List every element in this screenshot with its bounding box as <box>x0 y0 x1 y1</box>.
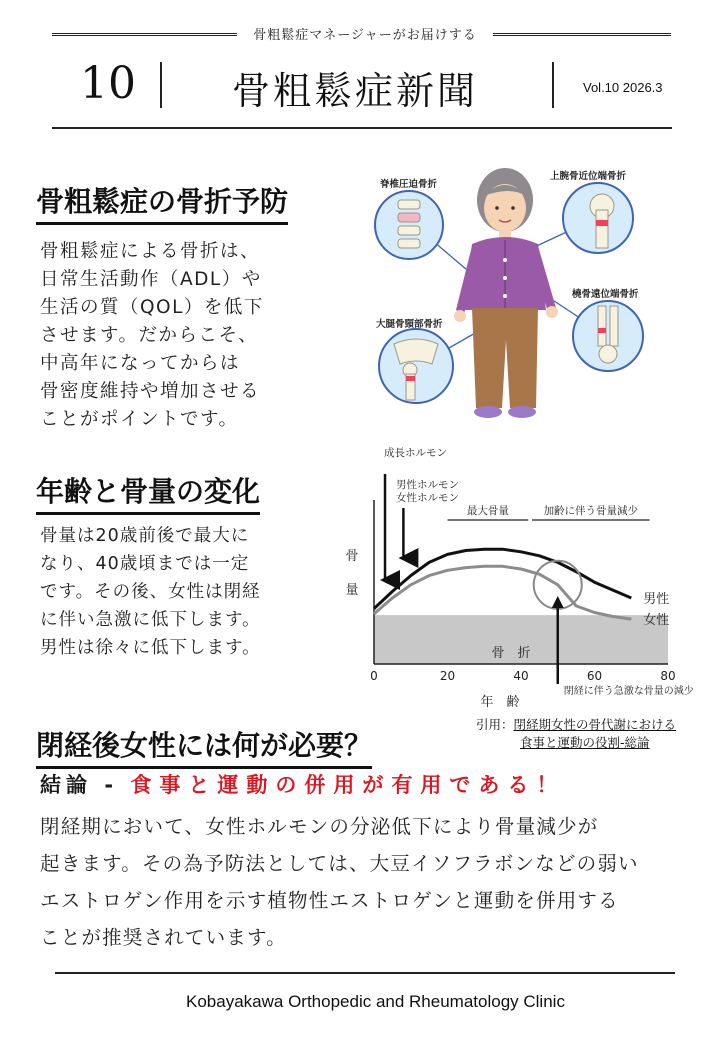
series-line-male <box>374 549 631 608</box>
text-line: 骨粗鬆症による骨折は、 <box>40 241 261 262</box>
sex-hormone-label-1: 男性ホルモン <box>396 479 459 491</box>
section-heading-age-bone-mass: 年齢と骨量の変化 <box>36 470 260 515</box>
text-line: させます。だからこそ、 <box>40 325 259 346</box>
x-tick-label: 20 <box>439 669 456 683</box>
text-line: です。その後、女性は閉経 <box>40 582 261 602</box>
text-line: ことが推奨されています。 <box>40 926 287 949</box>
series-label-female: 女性 <box>643 613 670 629</box>
citation-link-line1[interactable]: 閉経期女性の骨代謝における <box>513 717 677 732</box>
conclusion-line <box>40 769 565 799</box>
conclusion-text: 食事と運動の併用が有用である！ <box>130 773 566 797</box>
peak-label: 最大骨量 <box>466 505 509 517</box>
hip-bone-icon <box>380 330 452 402</box>
label-radius-fracture: 橈骨遠位端骨折 <box>572 289 639 300</box>
x-axis-label: 年 齢 <box>480 695 520 710</box>
label-humerus-fracture: 上腕骨近位端骨折 <box>550 171 627 182</box>
citation <box>476 716 676 752</box>
text-line: に伴い急激に低下します。 <box>40 610 261 630</box>
series-label-male: 男性 <box>643 592 670 607</box>
header-divider-left <box>160 62 162 108</box>
citation-link-line2[interactable]: 食事と運動の役割-総論 <box>520 735 650 750</box>
header-divider-right <box>552 62 554 108</box>
menopause-arrow-head <box>552 596 564 608</box>
text-line: 男性は徐々に低下します。 <box>40 638 261 658</box>
spine-fracture-circle <box>374 190 444 260</box>
text-line: 骨密度維持や増加させる <box>40 381 261 402</box>
text-line: 生活の質（QOL）を低下 <box>40 297 264 318</box>
volume-date: Vol.10 2026.3 <box>583 80 663 95</box>
newspaper-title: 骨粗鬆症新聞 <box>232 69 479 113</box>
shoulder-bone-icon <box>564 184 632 252</box>
header-rule-right <box>493 33 671 36</box>
issue-number: 10 <box>80 58 136 109</box>
label-femur-fracture: 大腿骨頸部骨折 <box>376 319 443 330</box>
footer-rule <box>55 972 675 974</box>
header-tagline: 骨粗鬆症マネージャーがお届けする <box>253 28 477 43</box>
section1-body <box>40 238 310 434</box>
text-line: 日常生活動作（ADL）や <box>40 269 262 290</box>
header-rule-left <box>52 33 237 36</box>
conclusion-dash: - <box>104 773 119 797</box>
wrist-bone-icon <box>574 302 642 370</box>
citation-prefix: 引用： <box>476 717 514 732</box>
fracture-sites-illustration <box>360 160 650 425</box>
y-axis-label-1: 骨 <box>345 549 359 564</box>
growth-hormone-label: 成長ホルモン <box>384 447 447 459</box>
text-line: 閉経期において、女性ホルモンの分泌低下により骨量減少が <box>40 815 599 838</box>
chart-svg <box>336 440 712 710</box>
text-line: 骨量は20歳前後で最大に <box>40 526 250 546</box>
humerus-fracture-circle <box>562 182 634 254</box>
femur-fracture-circle <box>378 328 454 404</box>
x-tick-label: 80 <box>660 669 676 683</box>
text-line: 起きます。その為予防法としては、大豆イソフラボンなどの弱い <box>40 852 639 875</box>
fracture-zone-label: 骨 折 <box>491 646 531 662</box>
menopause-label: 閉経に伴う急激な骨量の減少 <box>563 686 694 697</box>
clinic-name: Kobayakawa Orthopedic and Rheumatology Clinic <box>186 992 565 1011</box>
bone-mass-age-chart <box>336 440 712 710</box>
y-axis-label-2: 量 <box>345 583 359 598</box>
x-tick-label: 60 <box>586 669 603 683</box>
x-tick-label: 0 <box>370 669 378 683</box>
section-heading-fracture-prevention: 骨粗鬆症の骨折予防 <box>36 180 288 225</box>
text-line: 中高年になってからは <box>40 353 241 374</box>
text-line: ことがポイントです。 <box>40 409 239 430</box>
label-spine-fracture: 脊椎圧迫骨折 <box>380 179 438 190</box>
radius-fracture-circle <box>572 300 644 372</box>
vertebra-icon <box>376 192 442 258</box>
decline-label: 加齢に伴う骨量減少 <box>543 505 639 517</box>
text-line: なり、40歳頃までは一定 <box>40 554 250 574</box>
header-bottom-rule <box>52 127 672 129</box>
section-heading-what-is-needed: 閉経後女性には何が必要？ <box>36 724 372 769</box>
section3-body <box>40 808 680 956</box>
x-tick-label: 40 <box>513 669 529 683</box>
sex-hormone-label-2: 女性ホルモン <box>396 492 459 504</box>
text-line: エストロゲン作用を示す植物性エストロゲンと運動を併用する <box>40 889 619 912</box>
section2-body <box>40 522 320 662</box>
conclusion-label: 結論 <box>40 773 92 797</box>
